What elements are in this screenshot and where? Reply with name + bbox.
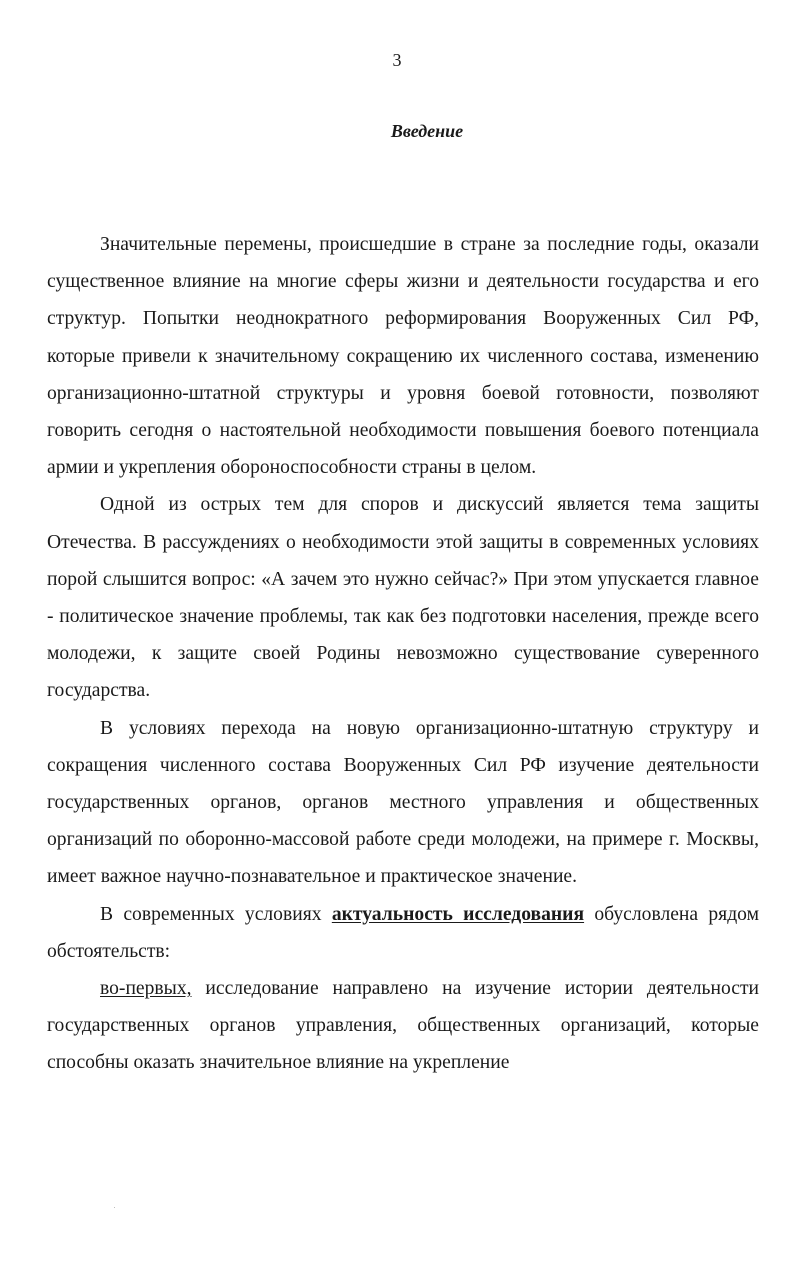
paragraph-relevance [47, 896, 759, 970]
section-title: Введение [390, 121, 464, 141]
paragraph-defense-topic: Одной из острых тем для споров и дискуссий является тема защиты Отечества. В рассуждениях о необходимости этой защиты в современных условиях порой слышится вопрос: «А зачем это нужно сейчас?» При этом упускается главное - политическое значение проблемы, так как без подготовки населения, прежде всего молодежи, к защите своей Родины невозможно существование суверенного государства. [47, 494, 759, 702]
relevance-tail-text: обусловлена рядом обстоятельств: [47, 903, 759, 962]
scan-speck [114, 1207, 115, 1208]
relevance-lead-text: В современных условиях [100, 903, 332, 925]
firstly-marker: во-первых, [100, 978, 192, 1000]
relevance-emphasis: актуальность исследования [331, 903, 585, 925]
body-text [47, 226, 759, 1082]
paragraph-firstly [47, 970, 759, 1082]
paragraph-study-significance: В условиях перехода на новую организационно-штатную структуру и сокращения численного состава Вооруженных Сил РФ изучение деятельности государственных органов, органов местного управления и общественных организаций по оборонно-массовой работе среди молодежи, на примере г. Москвы, имеет важное научно-познавательное и практическое значение. [47, 717, 759, 888]
page-number: 3 [392, 50, 402, 70]
firstly-text: исследование направлено на изучение истории деятельности государственных органов управления, общественных организаций, которые способны оказать значительное влияние на укрепление [47, 978, 759, 1074]
paragraph-changes: Значительные перемены, происшедшие в стране за последние годы, оказали существенное влияние на многие сферы жизни и деятельности государства и его структур. Попытки неоднократного реформирования Вооруженных Сил РФ, которые привели к значительному сокращению их численного состава, изменению организационно-штатной структуры и уровня боевой готовности, позволяют говорить сегодня о настоятельной необходимости повышения боевого потенциала армии и укрепления обороноспособности страны в целом. [47, 234, 759, 479]
